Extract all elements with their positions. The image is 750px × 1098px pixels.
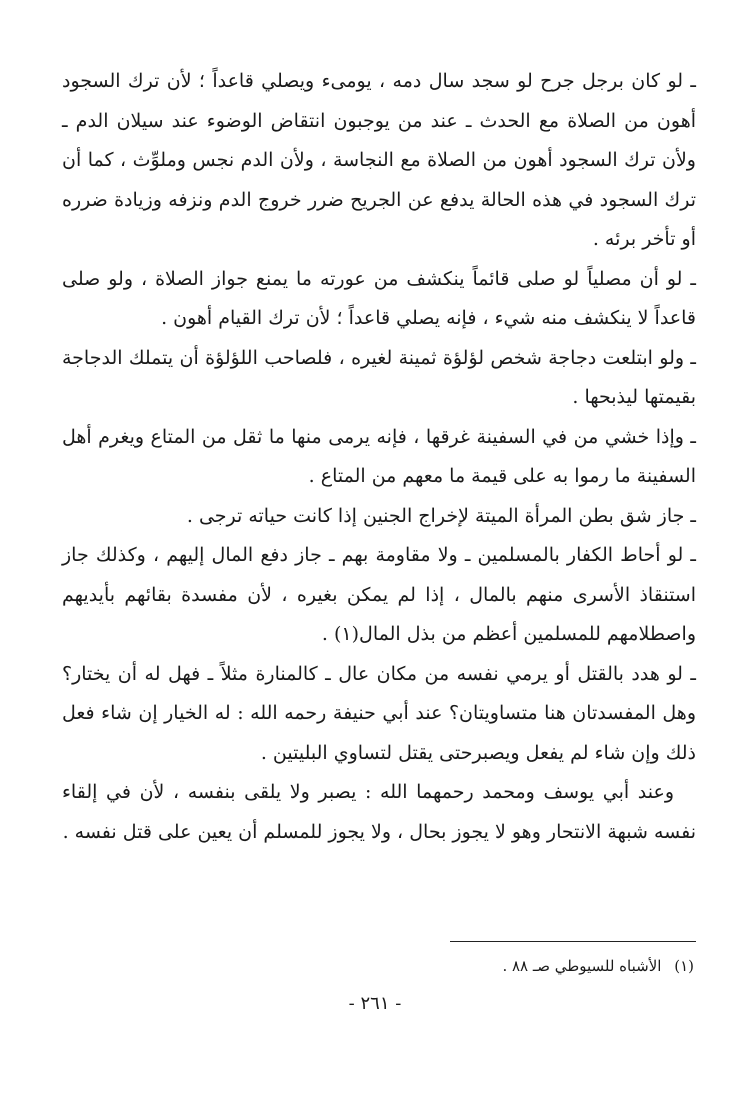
paragraph-sinking-ship: ـ وإذا خشي من في السفينة غرقها ، فإنه يرمى منها ما ثقل من المتاع ويغرم أهل السفينة ما رموا به على قيمة ما معهم من المتاع . — [62, 425, 696, 487]
paragraph-bleeding-wound: ـ لو كان برجل جرح لو سجد سال دمه ، يومىء ويصلي قاعداً ؛ لأن ترك السجود أهون من الصلاة مع الحدث ـ عند من يوجبون انتقاض الوضوء عند سيلان الدم ـ ولأن ترك السجود أهون من الصلاة مع النجاسة ، ولأن الدم نجس وملوِّث ، كما أن ترك السجود في هذه الحالة يدفع عن الجريح ضرر خروج الدم ونزفه وزيادة ضرره أو تأخر برئه . — [62, 70, 696, 250]
main-text — [62, 62, 696, 852]
paragraph-abu-yusuf-opinion: وعند أبي يوسف ومحمد رحمهما الله : يصبر ولا يلقى بنفسه ، لأن في إلقاء نفسه شبهة الانتحار وهو لا يجوز بحال ، ولا يجوز للمسلم أن يعين على قتل نفسه . — [62, 781, 696, 843]
paragraph-dead-mother: ـ جاز شق بطن المرأة الميتة لإخراج الجنين إذا كانت حياته ترجى . — [186, 504, 696, 527]
paragraph-captives-ransom: ـ لو أحاط الكفار بالمسلمين ـ ولا مقاومة بهم ـ جاز دفع المال إليهم ، وكذلك جاز استنقاذ الأسرى منهم بالمال ، إذا لم يمكن بغيره ، لأن مفسدة بقائهم بأيديهم واصطلامهم للمسلمين أعظم من بذل المال(١) . — [62, 544, 696, 645]
paragraph-exposed-awrah: ـ لو أن مصلياً لو صلى قائماً ينكشف من عورته ما يمنع جواز الصلاة ، ولو صلى قاعداً لا ينكشف منه شيء ، فإنه يصلي قاعداً ؛ لأن ترك القيام أهون . — [62, 267, 696, 329]
paragraph-swallowed-pearl: ـ ولو ابتلعت دجاجة شخص لؤلؤة ثمينة لغيره ، فلصاحب اللؤلؤة أن يتملك الدجاجة بقيمتها ليذبحها . — [62, 346, 696, 408]
footnote-text: الأشباه للسيوطي صـ ٨٨ . — [502, 957, 662, 975]
paragraph-threatened-killing: ـ لو هدد بالقتل أو يرمي نفسه من مكان عال ـ كالمنارة مثلاً ـ فهل له أن يختار؟ وهل المفسدتان هنا متساويتان؟ عند أبي حنيفة رحمه الله : له الخيار إن شاء فعل ذلك وإن شاء لم يفعل ويصبرحتى يقتل لتساوي البليتين . — [62, 662, 696, 764]
footnote-divider — [450, 941, 696, 942]
footnote-mark: (١) — [674, 957, 694, 975]
footnote — [94, 954, 694, 978]
page-number: - ٢٦١ - — [348, 993, 402, 1014]
